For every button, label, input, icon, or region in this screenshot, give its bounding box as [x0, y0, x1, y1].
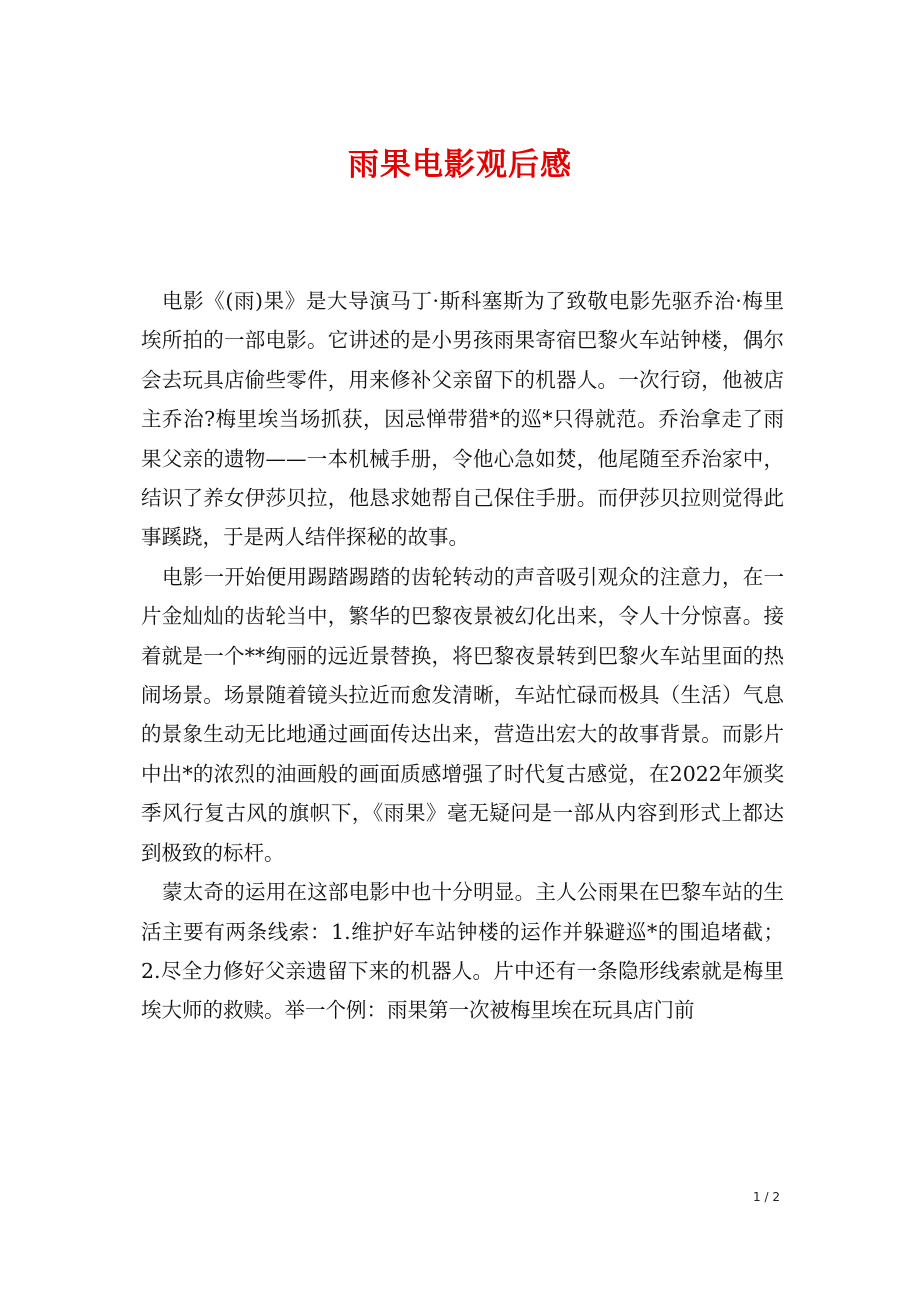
document-body — [141, 282, 784, 1031]
document-title: 雨果电影观后感 — [348, 147, 572, 183]
paragraph-3: 蒙太奇的运用在这部电影中也十分明显。主人公雨果在巴黎车站的生活主要有两条线索：1.维护好车站钟楼的运作并躲避巡*的围追堵截；2.尽全力修好父亲遗留下来的机器人。片中还有一条隐形线索就是梅里埃大师的救赎。举一个例：雨果第一次被梅里埃在玩具店门前 — [141, 880, 784, 1023]
paragraph-2: 电影一开始便用踢踏踢踏的齿轮转动的声音吸引观众的注意力，在一片金灿灿的齿轮当中，繁华的巴黎夜景被幻化出来，令人十分惊喜。接着就是一个**绚丽的远近景替换，将巴黎夜景转到巴黎火车站里面的热闹场景。场景随着镜头拉近而愈发清晰，车站忙碌而极具（生活）气息的景象生动无比地通过画面传达出来，营造出宏大的故事背景。而影片中出*的浓烈的油画般的画面质感增强了时代复古感觉，在2022年颁奖季风行复古风的旗帜下，《雨果》毫无疑问是一部从内容到形式上都达到极致的标杆。 — [141, 564, 784, 865]
page-number: 1 / 2 — [753, 1190, 780, 1204]
paragraph-1: 电影《(雨)果》是大导演马丁·斯科塞斯为了致敬电影先驱乔治·梅里埃所拍的一部电影。它讲述的是小男孩雨果寄宿巴黎火车站钟楼，偶尔会去玩具店偷些零件，用来修补父亲留下的机器人。一次行窃，他被店主乔治?梅里埃当场抓获，因忌惮带猎*的巡*只得就范。乔治拿走了雨果父亲的遗物——一本机械手册，令他心急如焚，他尾随至乔治家中，结识了养女伊莎贝拉，他恳求她帮自己保住手册。而伊莎贝拉则觉得此事蹊跷，于是两人结伴探秘的故事。 — [141, 289, 784, 550]
